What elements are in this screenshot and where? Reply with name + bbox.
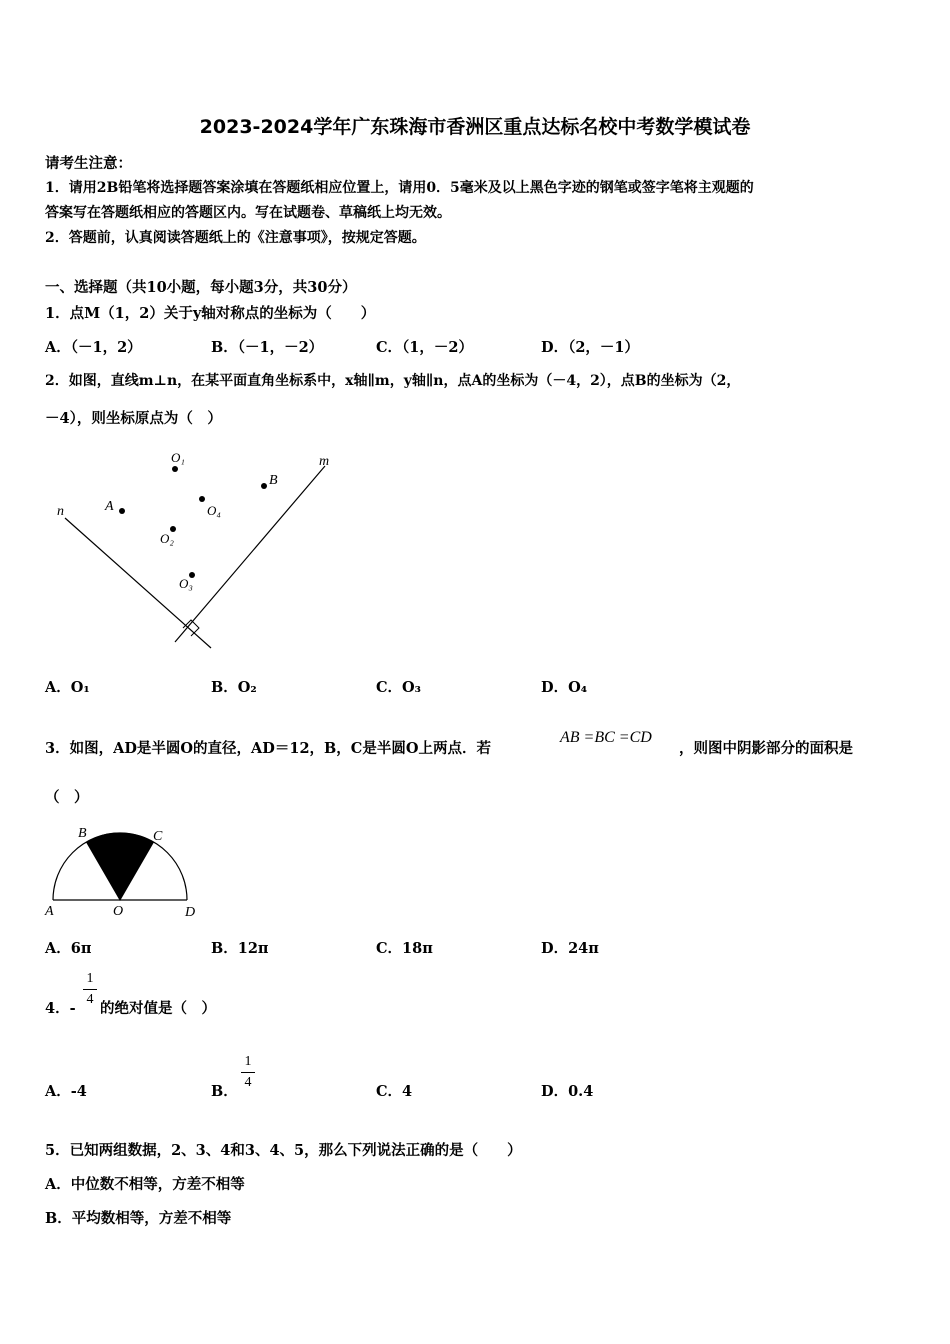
line-m bbox=[175, 466, 325, 642]
q3-stem-post: ，则图中阴影部分的面积是 bbox=[679, 740, 853, 757]
q4-prefix: 4．- bbox=[45, 1000, 76, 1017]
q4-option-b-numerator: 1 bbox=[244, 1054, 252, 1069]
label-c: C bbox=[153, 829, 163, 844]
q2-stem-line-2: －4），则坐标原点为（ ） bbox=[45, 410, 222, 427]
label-a: A bbox=[45, 904, 54, 919]
label-o4: O₄ bbox=[207, 503, 221, 518]
label-n: n bbox=[57, 504, 64, 519]
q4-suffix: 的绝对值是（ ） bbox=[100, 1000, 216, 1017]
q3-paren: （ ） bbox=[45, 789, 89, 806]
point-o4 bbox=[199, 496, 205, 502]
q5-option-b: B．平均数相等，方差不相等 bbox=[45, 1210, 232, 1227]
point-o1 bbox=[172, 466, 178, 472]
q2-option-a: A．O₁ bbox=[45, 679, 90, 696]
q1-option-a: A．（－1，2） bbox=[45, 339, 142, 356]
q5-option-a: A．中位数不相等，方差不相等 bbox=[45, 1176, 245, 1193]
q3-option-c: C．18π bbox=[376, 940, 433, 957]
q4-fraction bbox=[83, 971, 97, 1008]
q2-stem-line-1: 2．如图，直线m⊥n，在某平面直角坐标系中，x轴∥m，y轴∥n，点A的坐标为（－4，2），点B的坐标为（2， bbox=[45, 373, 741, 389]
q3-arc-equation: AB =BC =CD bbox=[560, 729, 652, 746]
q3-option-b: B．12π bbox=[211, 940, 269, 957]
q2-option-d: D．O₄ bbox=[541, 679, 588, 696]
label-b: B bbox=[78, 826, 87, 841]
q2-option-c: C．O₃ bbox=[376, 679, 422, 696]
notice-line-2: 答案写在答题纸相应的答题区内。写在试题卷、草稿纸上均无效。 bbox=[45, 205, 451, 221]
q4-fraction-denominator: 4 bbox=[86, 992, 94, 1007]
notice-heading: 请考生注意： bbox=[45, 155, 132, 172]
notice-line-1: 1．请用2B铅笔将选择题答案涂填在答题纸相应位置上，请用0．5毫米及以上黑色字迹的钢笔或签字笔将主观题的 bbox=[45, 180, 754, 196]
label-a: A bbox=[105, 499, 114, 514]
point-a bbox=[119, 508, 125, 514]
label-d: D bbox=[185, 905, 196, 920]
q4-option-b-label: B． bbox=[211, 1083, 238, 1100]
label-b: B bbox=[269, 473, 278, 488]
label-m: m bbox=[319, 454, 330, 469]
label-o2: O₂ bbox=[160, 531, 174, 546]
q3-option-d: D．24π bbox=[541, 940, 599, 957]
q4-option-a: A．-4 bbox=[45, 1083, 87, 1100]
shaded-region bbox=[87, 833, 154, 900]
q4-option-c: C．4 bbox=[376, 1083, 413, 1100]
q1-option-b: B．（－1，－2） bbox=[211, 339, 324, 356]
point-b bbox=[261, 483, 267, 489]
q1-option-d: D．（2，－1） bbox=[541, 339, 640, 356]
q3-option-a: A．6π bbox=[45, 940, 92, 957]
q5-stem: 5．已知两组数据，2、3、4和3、4、5，那么下列说法正确的是（ ） bbox=[45, 1142, 522, 1159]
q4-option-b-denominator: 4 bbox=[244, 1075, 252, 1090]
q2-figure bbox=[45, 440, 345, 660]
q3-stem-pre: 3．如图，AD是半圆O的直径，AD＝12，B，C是半圆O上两点．若 bbox=[45, 740, 491, 757]
q1-stem: 1．点M（1，2）关于y轴对称点的坐标为（ ） bbox=[45, 305, 376, 322]
q4-fraction-numerator: 1 bbox=[86, 971, 94, 986]
q4-option-b-fraction bbox=[241, 1054, 255, 1091]
q4-option-d: D．0.4 bbox=[541, 1083, 594, 1100]
label-o1: O₁ bbox=[171, 450, 185, 465]
label-o: O bbox=[113, 904, 124, 919]
q1-option-c: C．（1，－2） bbox=[376, 339, 473, 356]
label-o3: O₃ bbox=[179, 576, 193, 591]
page-title: 2023-2024学年广东珠海市香洲区重点达标名校中考数学模试卷 bbox=[199, 116, 751, 138]
section-heading: 一、选择题（共10小题，每小题3分，共30分） bbox=[45, 279, 357, 296]
q2-option-b: B．O₂ bbox=[211, 679, 257, 696]
notice-line-3: 2．答题前，认真阅读答题纸上的《注意事项》，按规定答题。 bbox=[45, 230, 426, 246]
q3-figure bbox=[40, 820, 210, 925]
